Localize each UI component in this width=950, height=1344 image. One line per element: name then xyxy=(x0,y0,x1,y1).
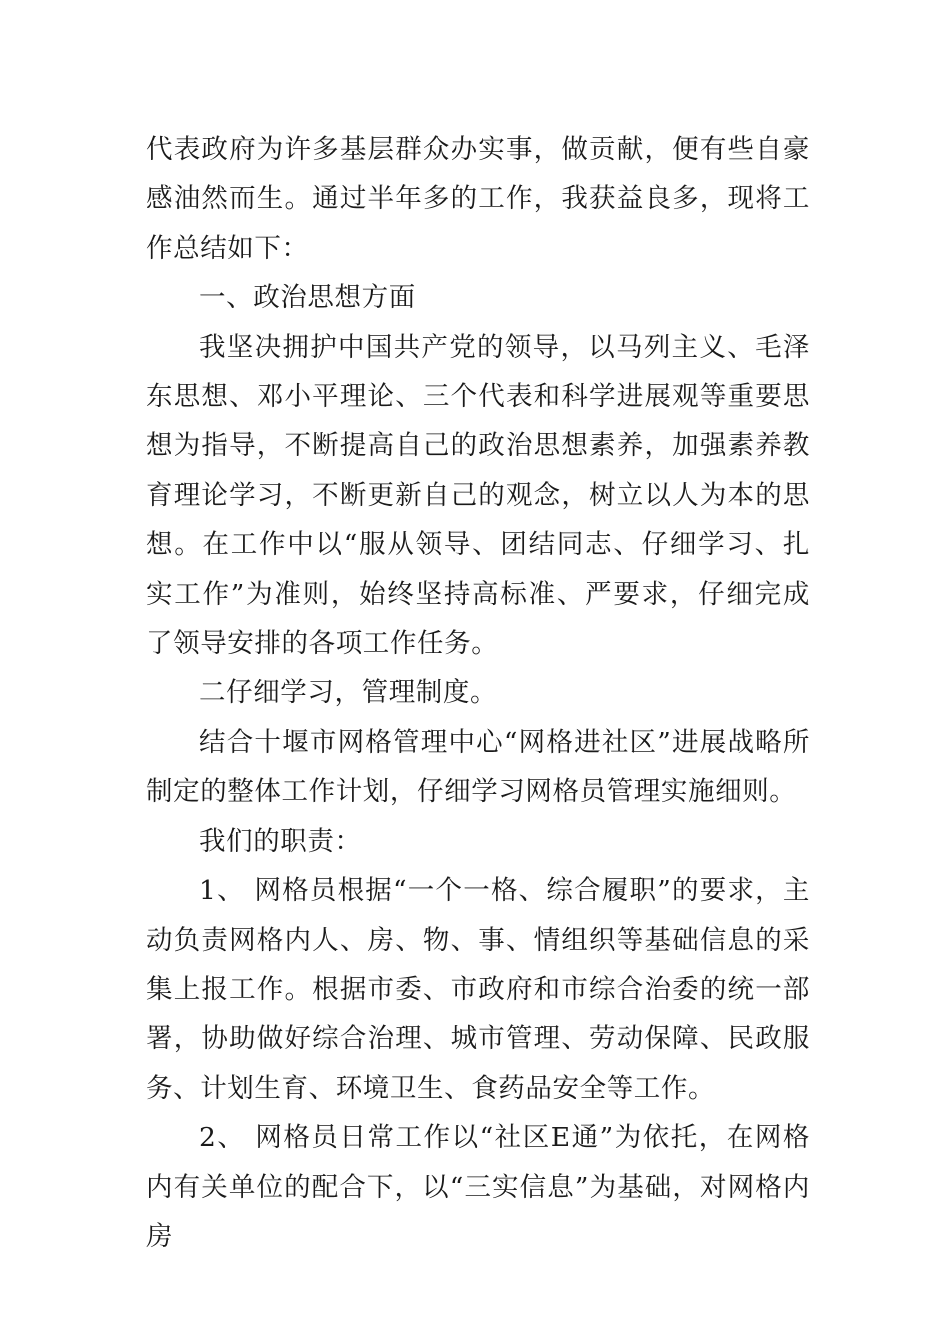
paragraph-study-management: 结合十堰市网格管理中心“网格进社区”进展战略所制定的整体工作计划，仔细学习网格员管理实施细则。 xyxy=(146,726,810,808)
list-item-duty-2: 2、 网格员日常工作以“社区E通”为依托，在网格内有关单位的配合下，以“三实信息”为基础，对网格内房 xyxy=(146,1122,810,1252)
section-heading-study-management: 二仔细学习，管理制度。 xyxy=(199,677,498,709)
document-body xyxy=(146,125,810,1261)
subheading-our-duties: 我们的职责： xyxy=(199,825,362,857)
paragraph-political-thought: 我坚决拥护中国共产党的领导，以马列主义、毛泽东思想、邓小平理论、三个代表和科学进展观等重要思想为指导，不断提高自己的政治思想素养，加强素养教育理论学习，不断更新自己的观念，树立以人为本的思想。在工作中以“服从领导、团结同志、仔细学习、扎实工作”为准则，始终坚持高标准、严要求，仔细完成了领导安排的各项工作任务。 xyxy=(146,331,810,660)
list-item-duty-1: 1、 网格员根据“一个一格、综合履职”的要求，主动负责网格内人、房、物、事、情组织等基础信息的采集上报工作。根据市委、市政府和市综合治委的统一部署，协助做好综合治理、城市管理、劳动保障、民政服务、计划生育、环境卫生、食药品安全等工作。 xyxy=(146,875,810,1104)
section-heading-political-thought: 一、政治思想方面 xyxy=(199,282,416,314)
paragraph-intro-continued: 代表政府为许多基层群众办实事，做贡献，便有些自豪感油然而生。通过半年多的工作，我获益良多，现将工作总结如下： xyxy=(146,134,810,264)
